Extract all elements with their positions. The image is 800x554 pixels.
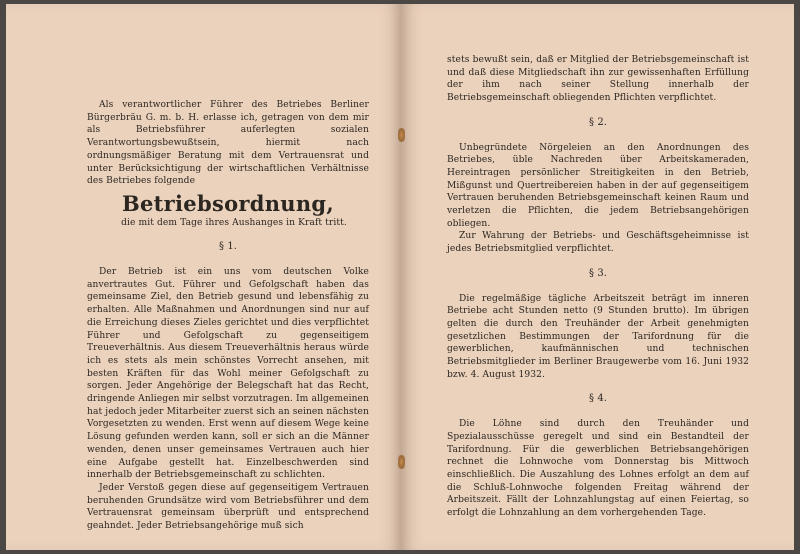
left-page — [6, 4, 401, 550]
section-1-heading: § 1. — [218, 241, 238, 253]
document-subtitle: die mit dem Tage ihres Aushanges in Kraft tritt. — [121, 217, 347, 228]
staple-top — [398, 128, 405, 142]
section-1-paragraph-1: Der Betrieb ist ein uns vom deutschen Volke anvertrautes Gut. Führer und Gefolgschaft haben das gemeinsame Ziel, den Betrieb gesund und lebensfähig zu erhalten. Alle Maßnahmen und Anordnungen sind nur auf die Erreichung dieses Zieles gerichtet und dies verpflichtet Führer und Gefolgschaft zu gegenseitigem Treueverhältnis. Aus diesem Treueverhältnis heraus würde ich es stets als mein schönstes Vorrecht ansehen, mit besten Kräften für das Wohl meiner Gefolgschaft zu sorgen. Jeder Angehörige der Belegschaft hat das Recht, dringende Anliegen mir selbst vorzutragen. Im allgemeinen hat jedoch jeder Mitarbeiter zuerst sich an seinen nächsten Vorgesetzten zu wenden. Erst wenn auf diesem Wege keine Lösung gefunden werden kann, soll er sich an die Männer wenden, denen unser gemeinsames Vertrauen auch hier eine Aufgabe gestellt hat. Einzelbeschwerden sind innerhalb der Betriebsgemeinschaft zu schlichten. — [87, 267, 369, 481]
right-column — [447, 54, 749, 520]
staple-bottom — [398, 455, 405, 469]
left-column — [87, 99, 369, 533]
section-4-heading: § 4. — [588, 393, 608, 405]
section-3-heading: § 3. — [588, 267, 608, 279]
section-2-heading: § 2. — [588, 116, 608, 128]
document-title: Betriebsordnung, — [121, 190, 335, 216]
intro-paragraph: Als verantwortlicher Führer des Betriebes Berliner Bürgerbräu G. m. b. H. erlasse ich, getragen von dem mir als Betriebsführer auferlegten sozialen Verantwortungsbewußtsein, hiermit nach ordnungsmäßiger Beratung mit dem Vertrauensrat und unter Berücksichtigung der wirtschaftlichen Verhältnisse des Betriebes folgende — [87, 100, 369, 187]
section-3-paragraph-1: Die regelmäßige tägliche Arbeitszeit beträgt im inneren Betriebe acht Stunden netto (9 Stunden brutto). Im übrigen gelten die durch den Treuhänder der Arbeit genehmigten gesetzlichen Bestimmungen der Tarifordnung für die gewerblichen, kaufmännischen und technischen Betriebsmitglieder im Berliner Braugewerbe vom 16. Juni 1932 bzw. 4. August 1932. — [447, 293, 749, 380]
section-2-paragraph-1: Unbegründete Nörgeleien an den Anordnungen des Betriebes, üble Nachreden über Arbeitskameraden, Hereintragen persönlicher Streitigkeiten in den Betrieb, Mißgunst und Quertreibereien haben in der auf gegenseitigem Vertrauen beruhenden Betriebsgemeinschaft keinen Raum und verletzen die Pflichten, die jedem Betriebsangehörigen obliegen. — [447, 142, 749, 229]
section-4-paragraph-1: Die Löhne sind durch den Treuhänder und Spezialausschüsse geregelt und sind ein Bestandteil der Tarifordnung. Für die gewerblichen Betriebsangehörigen rechnet die Lohnwoche vom Donnerstag bis Mittwoch einschließlich. Die Auszahlung des Lohnes erfolgt an dem auf die Schluß-Lohnwoche folgenden Freitag während der Arbeitszeit. Fällt der Lohnzahlungstag auf einen Feiertag, so erfolgt die Lohnzahlung an dem vorhergehenden Tage. — [447, 419, 749, 519]
continuation-paragraph: stets bewußt sein, daß er Mitglied der Betriebsgemeinschaft ist und daß diese Mitgliedschaft ihn zur gewissenhaften Erfüllung der ihm nach seiner Stellung innerhalb der Betriebsgemeinschaft obliegenden Pflichten verpflichtet. — [447, 55, 749, 104]
section-1-paragraph-2: Jeder Verstoß gegen diese auf gegenseitigem Vertrauen beruhenden Grundsätze wird vom Betriebsführer und dem Vertrauensrat gemeinsam überprüft und entsprechend geahndet. Jeder Betriebsangehörige muß sich — [87, 482, 369, 532]
right-page — [401, 4, 794, 550]
section-2-paragraph-2: Zur Wahrung der Betriebs- und Geschäftsgeheimnisse ist jedes Betriebsmitglied verpflichtet. — [447, 231, 749, 255]
